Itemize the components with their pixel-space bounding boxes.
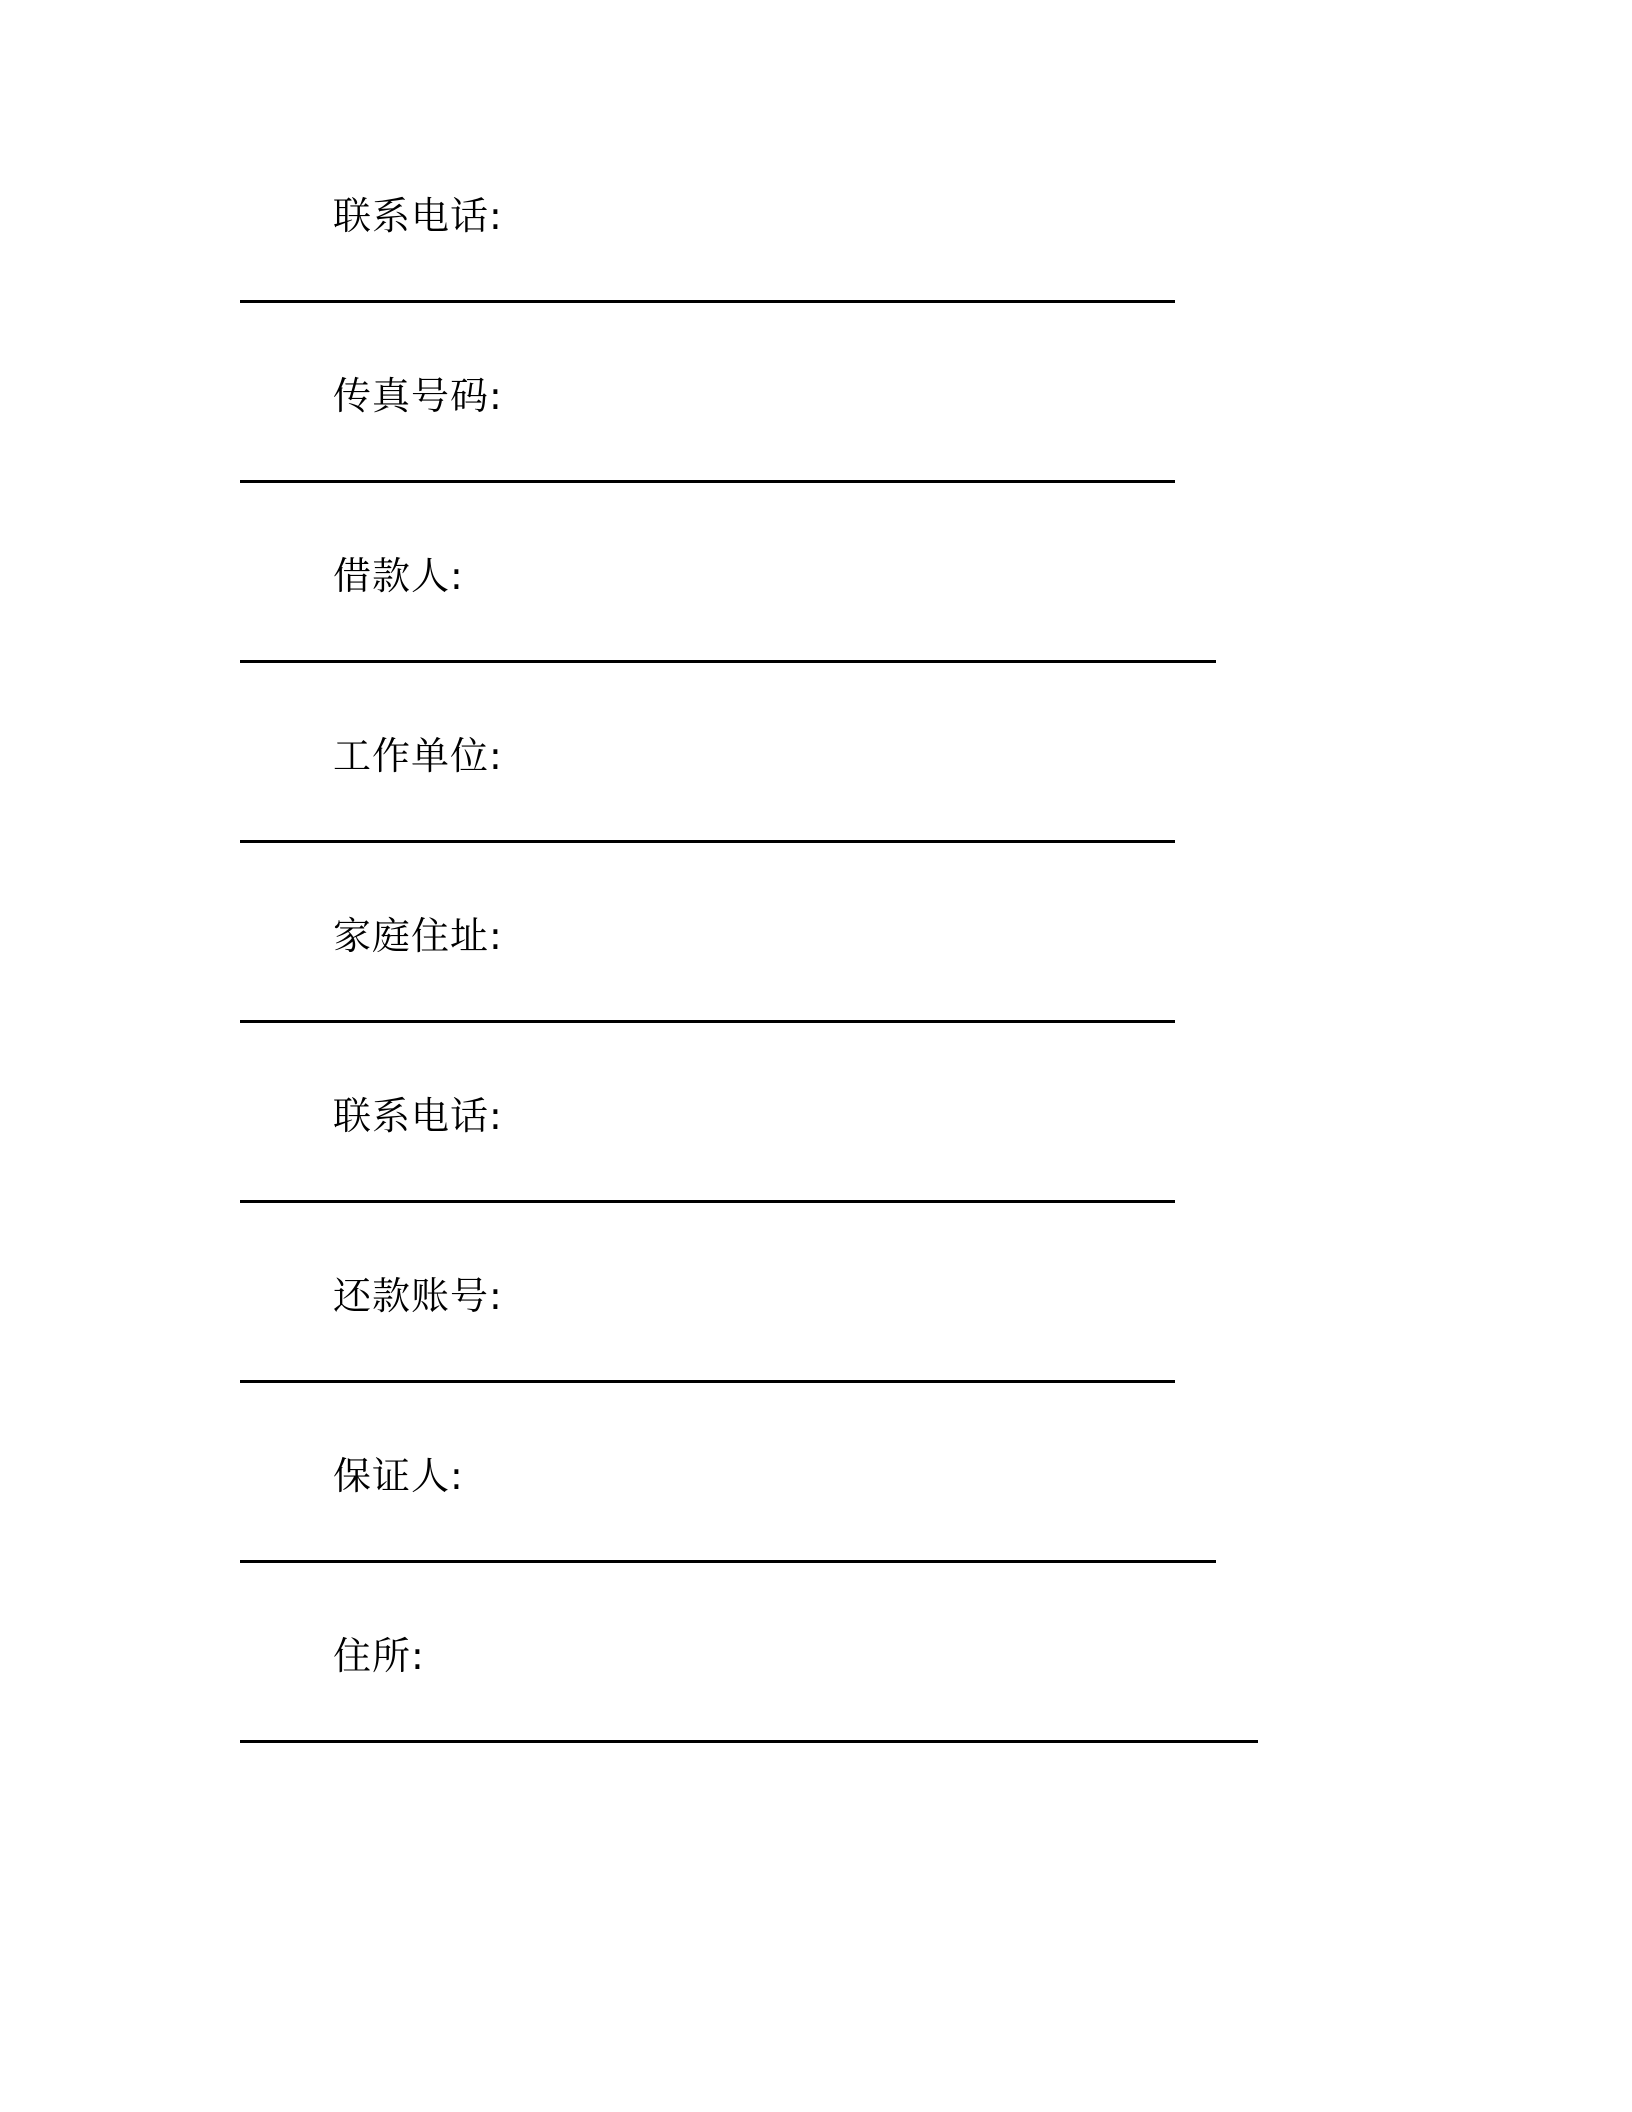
field-label: 借款人: [333,554,464,598]
field-label: 传真号码: [333,374,503,418]
fill-in-line [240,480,1175,483]
fill-in-line [240,300,1175,303]
field-label: 保证人: [333,1454,464,1498]
field-label: 还款账号: [333,1274,503,1318]
fill-in-line [240,1020,1175,1023]
fill-in-line [240,660,1216,663]
field-label: 住所: [333,1634,425,1678]
field-borrower [0,548,1632,728]
field-fax-number [0,368,1632,548]
fill-in-line [240,1200,1175,1203]
field-label: 家庭住址: [333,914,503,958]
field-guarantor [0,1448,1632,1628]
field-home-address [0,908,1632,1088]
field-employer [0,728,1632,908]
field-label: 联系电话: [333,194,503,238]
field-label: 工作单位: [333,734,503,778]
field-residence [0,1628,1632,1808]
field-contact-phone-2 [0,1088,1632,1268]
fill-in-line [240,1560,1216,1563]
field-label: 联系电话: [333,1094,503,1138]
fill-in-line [240,1380,1175,1383]
field-contact-phone [0,188,1632,368]
field-repayment-account [0,1268,1632,1448]
fill-in-line [240,1740,1258,1743]
fill-in-line [240,840,1175,843]
